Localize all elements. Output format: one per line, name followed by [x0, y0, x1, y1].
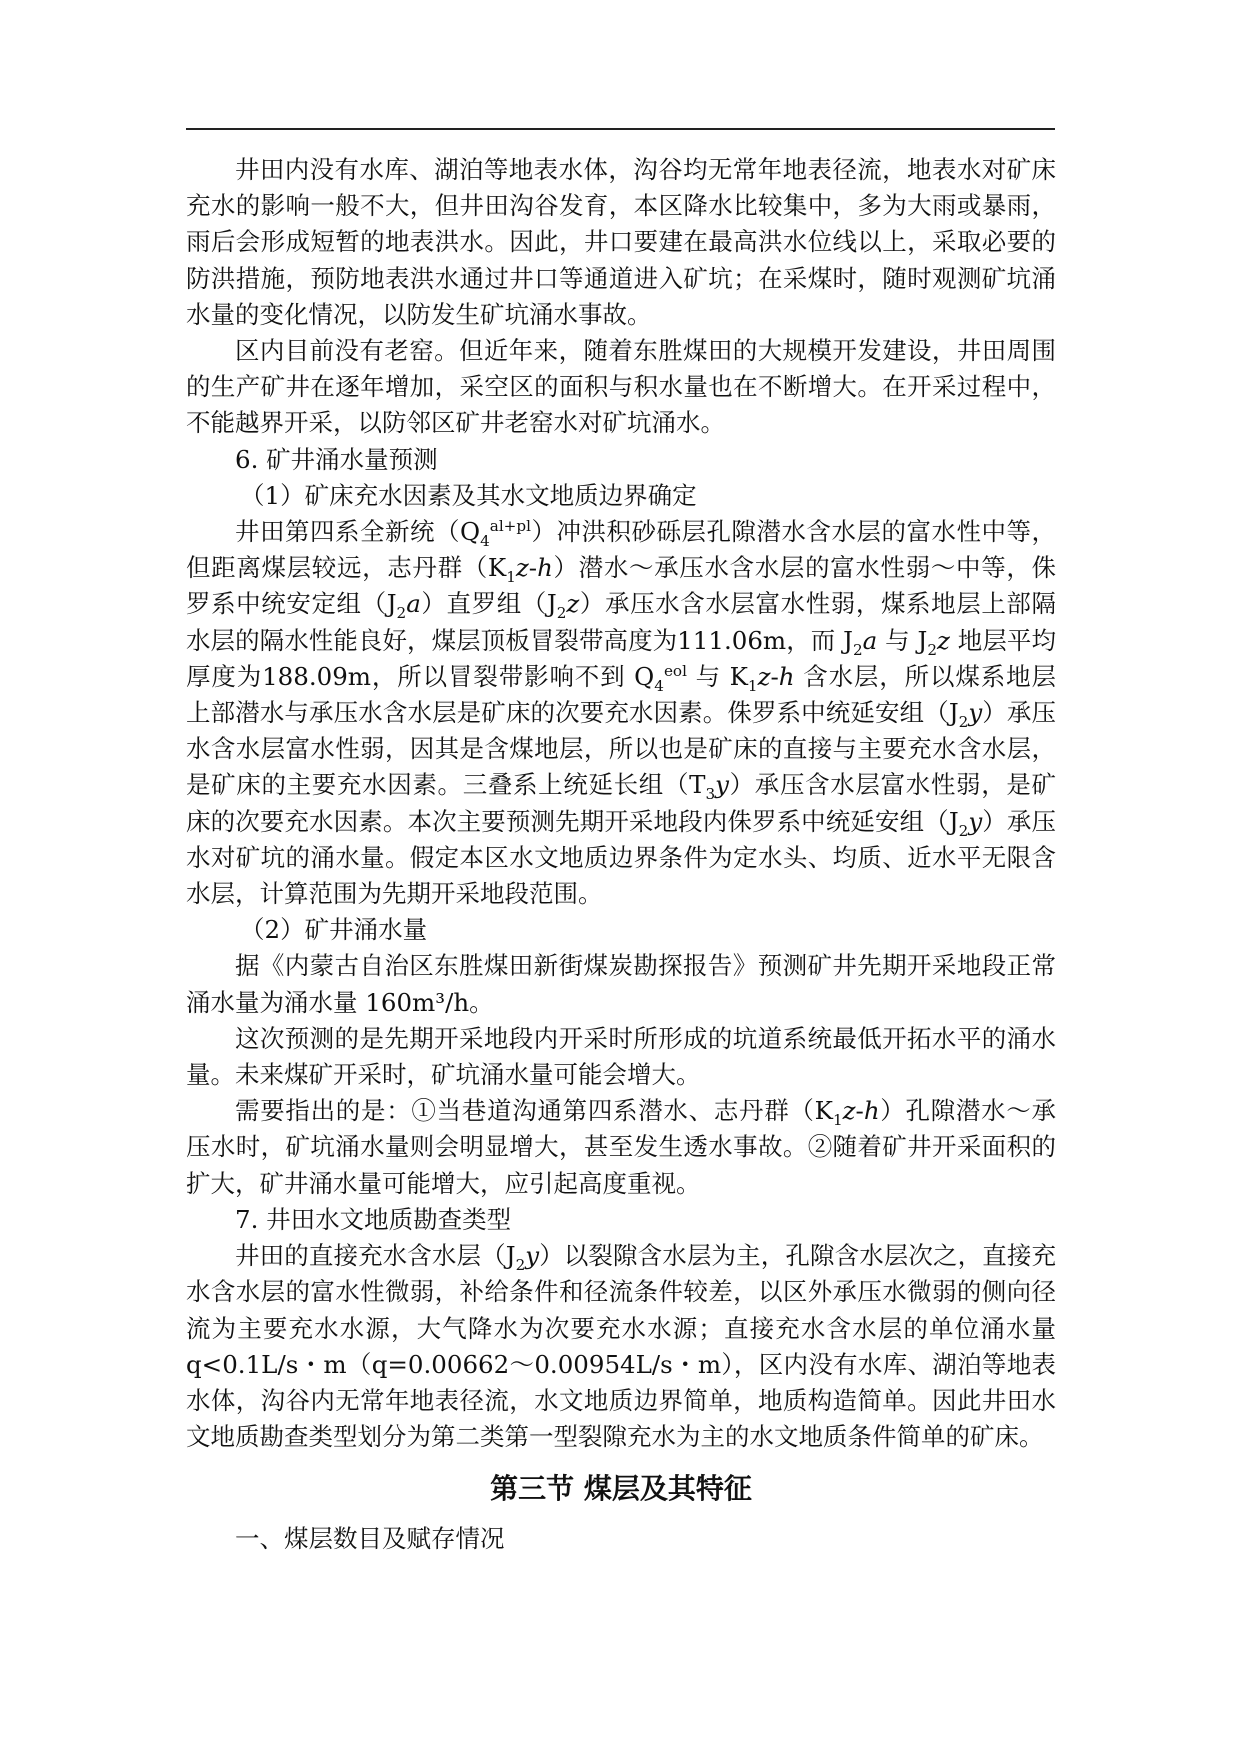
paragraph-warnings: 需要指出的是：①当巷道沟通第四系潜水、志丹群$(K_1z-h)$孔隙潜水～承压水时，矿坑涌水量则会明显增大，甚至发生透水事故。②随着矿井开采面积的扩大，矿井涌水量可能增大，应引起高度重视。: [186, 1096, 1057, 1198]
document-body: [186, 152, 1056, 1558]
subsection-coal-seams: 一、煤层数目及赋存情况: [235, 1524, 505, 1554]
paragraph-inflow-level: 这次预测的是先期开采地段内开采时所形成的坑道系统最低开拓水平的涌水量。未来煤矿开采时，矿坑涌水量可能会增大。: [186, 1023, 1056, 1090]
heading-survey-type: 7. 井田水文地质勘查类型: [235, 1204, 512, 1234]
header-rule: [186, 128, 1055, 130]
subheading-mine-inflow: （2）矿井涌水量: [240, 915, 428, 945]
paragraph-survey-type: 井田的直接充水含水层$(J_2y)$以裂隙含水层为主，孔隙含水层次之，直接充水含水层的富水性微弱，补给条件和径流条件较差，以区外承压水微弱的侧向径流为主要充水水源，大气降水为次要充水水源；直接充水含水层的单位涌水量q<0.1L/s・m（q=0.00662～0.00954L/s・m），区内没有水库、湖泊等地表水体，沟谷内无常年地表径流，水文地质边界简单，地质构造简单。因此井田水文地质勘查类型划分为第二类第一型裂隙充水为主的水文地质条件简单的矿床。: [186, 1241, 1056, 1452]
paragraph-old-kiln: 区内目前没有老窑。但近年来，随着东胜煤田的大规模开发建设，井田周围的生产矿井在逐年增加，采空区的面积与积水量也在不断增大。在开采过程中，不能越界开采，以防邻区矿井老窑水对矿坑涌水。: [186, 336, 1056, 438]
paragraph-aquifers: 井田第四系全新统$(Q_4^{al+pl})$冲洪积砂砾层孔隙潜水含水层的富水性中等，但距离煤层较远，志丹群$(K_1z-h)$潜水～承压水含水层的富水性弱～中等，侏罗系中统安定组$(J_2a)$直罗组$(J_2z)$承压水含水层富水性弱，煤系地层上部隔水层的隔水性能良好，煤层顶板冒裂带高度为111.06m，而 $J_2a$ 与 $J_2z$ 地层平均厚度为188.09m，所以冒裂带影响不到 $Q_4^{eol}$ 与 $K_1z-h$ 含水层，所以煤系地层上部潜水与承压水含水层是矿床的次要充水因素。侏罗系中统延安组$(J_2y)$承压水含水层富水性弱，因其是含煤地层，所以也是矿床的直接与主要充水含水层，是矿床的主要充水因素。三叠系上统延长组$(T_3y)$承压含水层富水性弱，是矿床的次要充水因素。本次主要预测先期开采地段内侏罗系中统延安组$(J_2y)$承压水对矿坑的涌水量。假定本区水文地质边界条件为定水头、均质、近水平无限含水层，计算范围为先期开采地段范围。: [186, 516, 1057, 909]
heading-inflow-prediction: 6. 矿井涌水量预测: [235, 444, 438, 474]
section-title: 第三节 煤层及其特征: [490, 1472, 752, 1506]
paragraph-inflow-report: 据《内蒙古自治区东胜煤田新街煤炭勘探报告》预测矿井先期开采地段正常涌水量为涌水量 160m³/h。: [186, 951, 1056, 1017]
paragraph-surface-water: 井田内没有水库、湖泊等地表水体，沟谷均无常年地表径流，地表水对矿床充水的影响一般不大，但井田沟谷发育，本区降水比较集中，多为大雨或暴雨，雨后会形成短暂的地表洪水。因此，井口要建在最高洪水位线以上，采取必要的防洪措施，预防地表洪水通过井口等通道进入矿坑；在采煤时，随时观测矿坑涌水量的变化情况，以防发生矿坑涌水事故。: [186, 155, 1056, 329]
subheading-water-factors: （1）矿床充水因素及其水文地质边界确定: [240, 480, 697, 510]
